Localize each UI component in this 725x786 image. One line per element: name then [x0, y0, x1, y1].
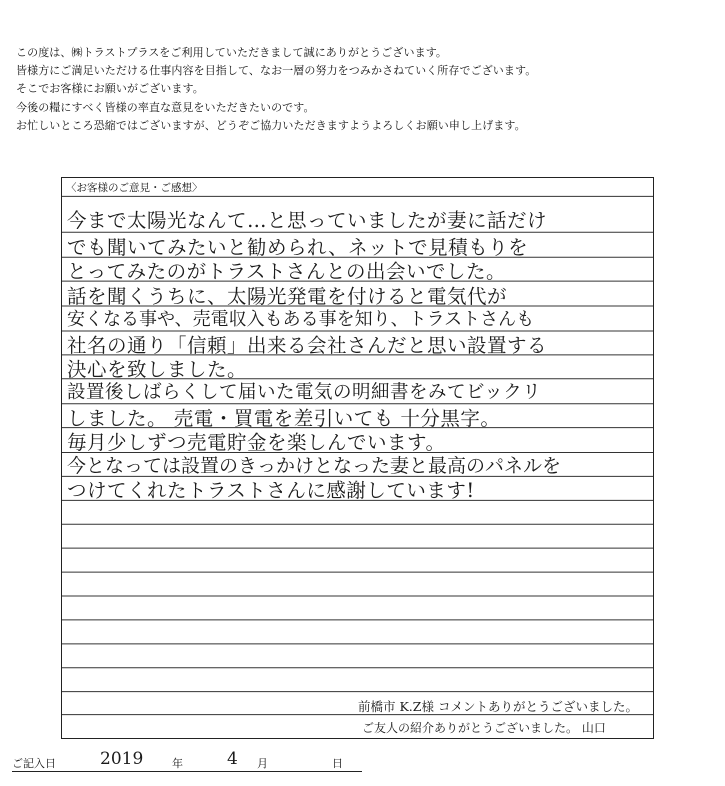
year-unit: 年 [172, 757, 183, 770]
comment-box [61, 177, 654, 739]
staff-reply-line: ご友人の紹介ありがとうございました。 山口 [362, 721, 606, 735]
intro-line: お忙しいところ恐縮ではございますが、どうぞご協力いただきますようよろしくお願い申し上げます。 [16, 118, 526, 132]
entry-date-month: 4 [227, 749, 238, 769]
date-underline [12, 771, 362, 772]
entry-date-row [12, 749, 372, 773]
comment-line: 安くなる事や、売電収入もある事を知り、トラストさんも [67, 309, 535, 330]
comment-line: つけてくれたトラストさんに感謝しています! [67, 479, 475, 502]
intro-paragraph [16, 44, 706, 135]
intro-line: この度は、㈱トラストプラスをご利用していただきまして誠にありがとうございます。 [16, 46, 448, 59]
month-unit: 月 [257, 757, 268, 770]
comment-line: でも聞いてみたいと勧められ、ネットで見積もりを [67, 236, 529, 259]
intro-line: 今後の糧にすべく皆様の率直な意見をいただきたいのです。 [16, 100, 315, 114]
comment-line: 毎月少しずつ売電貯金を楽しんでいます。 [67, 431, 446, 454]
staff-reply-line: 前橋市 K.Z様 コメントありがとうございました。 [358, 699, 638, 714]
intro-line: そこでお客様にお願いがございます。 [16, 82, 204, 96]
comment-line: 設置後しばらくして届いた電気の明細書をみてビックリ [67, 382, 542, 403]
comment-line: 決心を致しました。 [67, 358, 248, 381]
intro-line: 皆様方にご満足いただける仕事内容を目指して、なお一層の努力をつみかさねていく所存でございます。 [16, 64, 537, 78]
box-title: 〈お客様のご意見・ご感想〉 [66, 182, 203, 194]
comment-line: 今まで太陽光なんて…と思っていましたが妻に話だけ [67, 209, 548, 232]
comment-line: しました。 売電・買電を差引いても 十分黒字。 [67, 407, 501, 430]
comment-line: とってみたのがトラストさんとの出会いでした。 [67, 260, 507, 283]
comment-line: 話を聞くうちに、太陽光発電を付けると電気代が [67, 285, 508, 308]
entry-date-label: ご記入日 [12, 757, 56, 770]
entry-date-year: 2019 [100, 749, 144, 769]
day-unit: 日 [332, 757, 343, 770]
comment-line: 今となっては設置のきっかけとなった妻と最高のパネルを [67, 455, 562, 477]
comment-line: 社名の通り「信頼」出来る会社さんだと思い設置する [67, 334, 548, 357]
